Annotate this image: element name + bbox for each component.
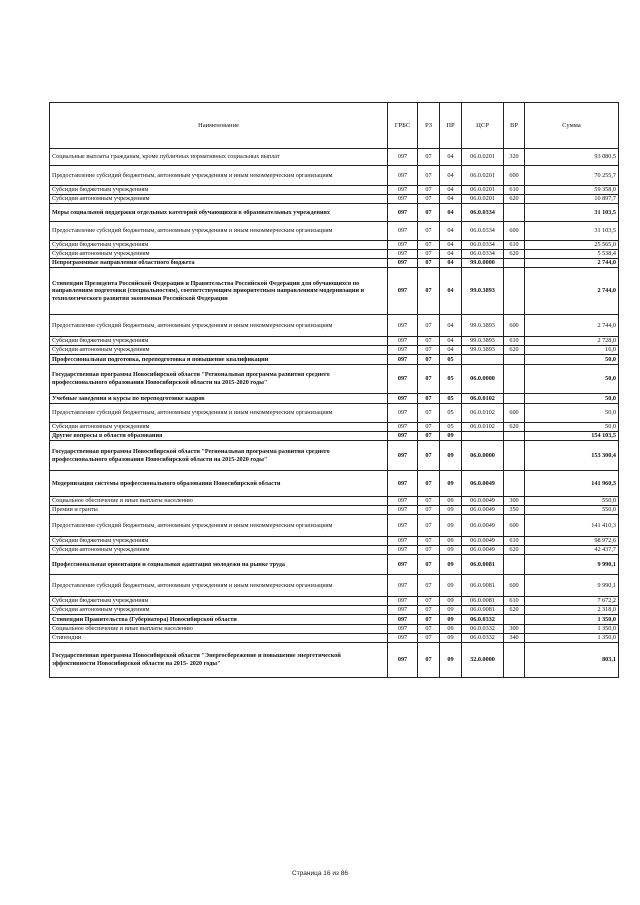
table-row <box>50 404 619 423</box>
cell-vr: 620 <box>504 195 525 204</box>
cell-sum: 50,0 <box>525 394 619 404</box>
cell-rz: 07 <box>418 365 440 394</box>
cell-csr: 06.0.0049 <box>462 506 504 515</box>
cell-grbs: 097 <box>388 506 418 515</box>
cell-name: Предоставление субсидий бюджетным, автономным учреждениям и иным некоммерческим организациям <box>50 515 388 537</box>
cell-sum: 98 972,6 <box>525 537 619 546</box>
cell-vr <box>504 555 525 575</box>
cell-pr: 09 <box>440 515 462 537</box>
cell-csr: 06.0.0201 <box>462 149 504 166</box>
cell-vr <box>504 471 525 497</box>
cell-csr: 06.0.0102 <box>462 394 504 404</box>
table-row <box>50 346 619 355</box>
cell-csr: 06.0.0334 <box>462 241 504 250</box>
cell-pr: 04 <box>440 250 462 259</box>
table-row <box>50 250 619 259</box>
cell-name: Субсидии автономным учреждениям <box>50 195 388 204</box>
cell-sum: 7 672,2 <box>525 597 619 606</box>
cell-sum: 25 565,0 <box>525 241 619 250</box>
cell-rz: 07 <box>418 394 440 404</box>
cell-csr: 06.0.0081 <box>462 555 504 575</box>
cell-csr: 06.0.0334 <box>462 250 504 259</box>
cell-csr: 06.0.0081 <box>462 575 504 597</box>
cell-pr: 09 <box>440 555 462 575</box>
cell-grbs: 097 <box>388 250 418 259</box>
cell-vr: 620 <box>504 606 525 615</box>
cell-name: Учебные заведения и курсы по переподготовке кадров <box>50 394 388 404</box>
cell-name: Субсидии бюджетным учреждениям <box>50 597 388 606</box>
cell-name: Субсидии автономным учреждениям <box>50 606 388 615</box>
cell-sum: 59 358,0 <box>525 186 619 195</box>
cell-csr: 06.0.0102 <box>462 404 504 423</box>
cell-name: Социальное обеспечение и иные выплаты населению <box>50 625 388 634</box>
table-row <box>50 643 619 678</box>
cell-rz: 07 <box>418 441 440 471</box>
cell-csr: 06.0.0201 <box>462 166 504 186</box>
cell-sum: 803,1 <box>525 643 619 678</box>
cell-rz: 07 <box>418 241 440 250</box>
cell-csr: 06.0.0332 <box>462 625 504 634</box>
cell-rz: 07 <box>418 546 440 555</box>
header-csr: ЦСР <box>462 103 504 149</box>
cell-pr: 04 <box>440 337 462 346</box>
cell-vr: 350 <box>504 506 525 515</box>
cell-pr: 05 <box>440 355 462 365</box>
cell-pr: 05 <box>440 423 462 432</box>
cell-rz: 07 <box>418 634 440 643</box>
cell-sum: 42 437,7 <box>525 546 619 555</box>
cell-rz: 07 <box>418 537 440 546</box>
table-row <box>50 606 619 615</box>
cell-sum: 5 538,4 <box>525 250 619 259</box>
cell-grbs: 097 <box>388 597 418 606</box>
cell-name: Стипендии <box>50 634 388 643</box>
cell-vr: 610 <box>504 597 525 606</box>
cell-vr <box>504 204 525 222</box>
table-row <box>50 506 619 515</box>
cell-grbs: 097 <box>388 204 418 222</box>
table-body <box>50 149 619 678</box>
cell-rz: 07 <box>418 625 440 634</box>
cell-sum: 50,0 <box>525 355 619 365</box>
header-sum: Сумма <box>525 103 619 149</box>
cell-rz: 07 <box>418 346 440 355</box>
cell-pr: 09 <box>440 615 462 625</box>
cell-name: Непрограммные направления областного бюджета <box>50 259 388 268</box>
cell-csr: 06.0.0334 <box>462 204 504 222</box>
cell-rz: 07 <box>418 606 440 615</box>
cell-grbs: 097 <box>388 337 418 346</box>
cell-name: Предоставление субсидий бюджетным, автономным учреждениям и иным некоммерческим организациям <box>50 404 388 423</box>
cell-name: Профессиональная подготовка, переподготовка и повышение квалификации <box>50 355 388 365</box>
cell-vr: 610 <box>504 337 525 346</box>
cell-pr: 05 <box>440 404 462 423</box>
cell-pr: 04 <box>440 149 462 166</box>
cell-rz: 07 <box>418 597 440 606</box>
cell-pr: 04 <box>440 222 462 241</box>
cell-sum: 550,0 <box>525 506 619 515</box>
cell-csr: 06.0.0201 <box>462 195 504 204</box>
cell-vr: 610 <box>504 241 525 250</box>
header-vr: ВР <box>504 103 525 149</box>
cell-rz: 07 <box>418 268 440 315</box>
cell-rz: 07 <box>418 555 440 575</box>
cell-rz: 07 <box>418 250 440 259</box>
cell-name: Предоставление субсидий бюджетным, автономным учреждениям и иным некоммерческим организациям <box>50 575 388 597</box>
cell-rz: 07 <box>418 404 440 423</box>
cell-grbs: 097 <box>388 404 418 423</box>
cell-sum: 141 960,3 <box>525 471 619 497</box>
table-row <box>50 615 619 625</box>
cell-name: Субсидии автономным учреждениям <box>50 346 388 355</box>
table-row <box>50 546 619 555</box>
cell-sum: 50,0 <box>525 365 619 394</box>
cell-csr: 06.0.0000 <box>462 365 504 394</box>
cell-csr: 99.0.3893 <box>462 268 504 315</box>
cell-csr <box>462 355 504 365</box>
cell-sum: 9 990,1 <box>525 575 619 597</box>
cell-sum: 31 103,5 <box>525 222 619 241</box>
table-header-row <box>50 103 619 149</box>
cell-sum: 2 744,0 <box>525 259 619 268</box>
cell-sum: 2 318,0 <box>525 606 619 615</box>
cell-pr: 04 <box>440 268 462 315</box>
table-row <box>50 241 619 250</box>
cell-name: Социальное обеспечение и иные выплаты населению <box>50 497 388 506</box>
cell-pr: 09 <box>440 643 462 678</box>
cell-vr: 620 <box>504 346 525 355</box>
cell-sum: 16,0 <box>525 346 619 355</box>
cell-name: Меры социальной поддержки отдельных категорий обучающихся в образовательных учреждениях <box>50 204 388 222</box>
table-row <box>50 597 619 606</box>
cell-sum: 9 990,1 <box>525 555 619 575</box>
cell-name: Стипендии Правительства (Губернатора) Новосибирской области <box>50 615 388 625</box>
header-name: Наименование <box>50 103 388 149</box>
cell-sum: 31 103,5 <box>525 204 619 222</box>
cell-vr: 600 <box>504 222 525 241</box>
cell-vr <box>504 365 525 394</box>
cell-vr <box>504 441 525 471</box>
cell-csr <box>462 432 504 441</box>
cell-grbs: 097 <box>388 615 418 625</box>
cell-grbs: 097 <box>388 515 418 537</box>
cell-vr: 320 <box>504 149 525 166</box>
table-row <box>50 259 619 268</box>
cell-grbs: 097 <box>388 555 418 575</box>
cell-vr <box>504 643 525 678</box>
table-row <box>50 149 619 166</box>
cell-csr: 06.0.0081 <box>462 606 504 615</box>
cell-name: Премии и гранты <box>50 506 388 515</box>
cell-rz: 07 <box>418 355 440 365</box>
table-row <box>50 471 619 497</box>
cell-vr <box>504 355 525 365</box>
header-rz: РЗ <box>418 103 440 149</box>
cell-vr: 600 <box>504 515 525 537</box>
table-row <box>50 432 619 441</box>
cell-pr: 04 <box>440 186 462 195</box>
cell-grbs: 097 <box>388 634 418 643</box>
table-row <box>50 555 619 575</box>
cell-pr: 05 <box>440 394 462 404</box>
cell-grbs: 097 <box>388 315 418 337</box>
cell-grbs: 097 <box>388 546 418 555</box>
page-number: Страница 16 из 86 <box>292 870 348 877</box>
cell-rz: 07 <box>418 423 440 432</box>
cell-vr: 610 <box>504 537 525 546</box>
cell-grbs: 097 <box>388 625 418 634</box>
cell-sum: 93 080,5 <box>525 149 619 166</box>
cell-sum: 2 728,0 <box>525 337 619 346</box>
table-row <box>50 186 619 195</box>
cell-rz: 07 <box>418 575 440 597</box>
cell-vr: 610 <box>504 186 525 195</box>
cell-grbs: 097 <box>388 195 418 204</box>
cell-name: Модернизация системы профессионального образования Новосибирской области <box>50 471 388 497</box>
cell-grbs: 097 <box>388 186 418 195</box>
cell-csr: 99.0.3893 <box>462 337 504 346</box>
cell-csr: 06.0.0332 <box>462 615 504 625</box>
cell-grbs: 097 <box>388 497 418 506</box>
table-row <box>50 441 619 471</box>
cell-pr: 09 <box>440 537 462 546</box>
cell-vr: 300 <box>504 497 525 506</box>
cell-name: Другие вопросы в области образования <box>50 432 388 441</box>
cell-name: Профессиональная ориентация и социальная адаптация молодежи на рынке труда <box>50 555 388 575</box>
cell-grbs: 097 <box>388 441 418 471</box>
cell-vr <box>504 259 525 268</box>
cell-name: Государственная программа Новосибирской области "Энергосбережение и повышение энергетической эффективности Новосибирской области на 2015- 2020 годы" <box>50 643 388 678</box>
cell-grbs: 097 <box>388 222 418 241</box>
cell-grbs: 097 <box>388 166 418 186</box>
cell-grbs: 097 <box>388 259 418 268</box>
cell-vr: 620 <box>504 546 525 555</box>
cell-name: Субсидии бюджетным учреждениям <box>50 186 388 195</box>
table-row <box>50 315 619 337</box>
cell-rz: 07 <box>418 515 440 537</box>
cell-csr: 32.0.0000 <box>462 643 504 678</box>
cell-vr: 600 <box>504 575 525 597</box>
cell-grbs: 097 <box>388 241 418 250</box>
cell-sum: 2 744,0 <box>525 315 619 337</box>
cell-pr: 09 <box>440 625 462 634</box>
table-row <box>50 423 619 432</box>
cell-rz: 07 <box>418 506 440 515</box>
table-row <box>50 337 619 346</box>
cell-vr: 620 <box>504 250 525 259</box>
table-row <box>50 195 619 204</box>
cell-grbs: 097 <box>388 432 418 441</box>
cell-rz: 07 <box>418 195 440 204</box>
cell-csr: 99.0.3893 <box>462 346 504 355</box>
table-row <box>50 222 619 241</box>
cell-sum: 1 350,0 <box>525 615 619 625</box>
table-row <box>50 355 619 365</box>
table-row <box>50 575 619 597</box>
cell-rz: 07 <box>418 166 440 186</box>
cell-rz: 07 <box>418 615 440 625</box>
cell-pr: 04 <box>440 315 462 337</box>
cell-pr: 09 <box>440 597 462 606</box>
cell-grbs: 097 <box>388 394 418 404</box>
cell-rz: 07 <box>418 222 440 241</box>
cell-sum: 70 255,7 <box>525 166 619 186</box>
cell-pr: 09 <box>440 441 462 471</box>
cell-csr: 06.0.0049 <box>462 515 504 537</box>
cell-pr: 09 <box>440 606 462 615</box>
cell-name: Государственная программа Новосибирской области "Региональная программа развития среднего профессионального образования Новосибирской области на 2015-2020 годы" <box>50 365 388 394</box>
cell-pr: 09 <box>440 432 462 441</box>
cell-csr: 06.0.0049 <box>462 497 504 506</box>
cell-name: Субсидии автономным учреждениям <box>50 250 388 259</box>
cell-csr: 06.0.0102 <box>462 423 504 432</box>
cell-grbs: 097 <box>388 268 418 315</box>
cell-rz: 07 <box>418 204 440 222</box>
cell-csr: 99.0.3893 <box>462 315 504 337</box>
cell-sum: 154 103,5 <box>525 432 619 441</box>
cell-grbs: 097 <box>388 365 418 394</box>
table-row <box>50 537 619 546</box>
cell-csr: 06.0.0049 <box>462 546 504 555</box>
cell-vr: 620 <box>504 423 525 432</box>
cell-csr: 06.0.0049 <box>462 471 504 497</box>
cell-grbs: 097 <box>388 355 418 365</box>
cell-pr: 04 <box>440 259 462 268</box>
cell-name: Предоставление субсидий бюджетным, автономным учреждениям и иным некоммерческим организациям <box>50 166 388 186</box>
cell-grbs: 097 <box>388 149 418 166</box>
cell-vr <box>504 615 525 625</box>
cell-pr: 09 <box>440 575 462 597</box>
cell-name: Предоставление субсидий бюджетным, автономным учреждениям и иным некоммерческим организациям <box>50 315 388 337</box>
cell-csr: 06.0.0049 <box>462 537 504 546</box>
cell-pr: 05 <box>440 365 462 394</box>
cell-pr: 04 <box>440 204 462 222</box>
cell-rz: 07 <box>418 315 440 337</box>
cell-rz: 07 <box>418 337 440 346</box>
cell-vr <box>504 432 525 441</box>
cell-grbs: 097 <box>388 471 418 497</box>
cell-rz: 07 <box>418 149 440 166</box>
cell-pr: 09 <box>440 546 462 555</box>
cell-grbs: 097 <box>388 346 418 355</box>
cell-sum: 50,0 <box>525 423 619 432</box>
cell-sum: 141 410,3 <box>525 515 619 537</box>
cell-sum: 50,0 <box>525 404 619 423</box>
cell-name: Субсидии автономным учреждениям <box>50 423 388 432</box>
cell-grbs: 097 <box>388 606 418 615</box>
cell-rz: 07 <box>418 471 440 497</box>
cell-sum: 550,0 <box>525 497 619 506</box>
cell-name: Предоставление субсидий бюджетным, автономным учреждениям и иным некоммерческим организациям <box>50 222 388 241</box>
table-row <box>50 268 619 315</box>
cell-name: Государственная программа Новосибирской области "Региональная программа развития среднего профессионального образования Новосибирской области на 2015-2020 годы" <box>50 441 388 471</box>
table-row <box>50 365 619 394</box>
cell-sum: 10 897,7 <box>525 195 619 204</box>
cell-rz: 07 <box>418 186 440 195</box>
cell-grbs: 097 <box>388 423 418 432</box>
header-grbs: ГРБС <box>388 103 418 149</box>
cell-pr: 09 <box>440 506 462 515</box>
cell-rz: 07 <box>418 259 440 268</box>
cell-vr: 600 <box>504 166 525 186</box>
cell-rz: 07 <box>418 643 440 678</box>
cell-name: Социальные выплаты гражданам, кроме публичных нормативных социальных выплат <box>50 149 388 166</box>
cell-name: Стипендии Президента Российской Федерации и Правительства Российской Федерации для обучающихся по направлениям подготовки (специальностям), соответствующим приоритетным направлениям модернизации и технологического развития экономики Российской Федерации <box>50 268 388 315</box>
cell-name: Субсидии автономным учреждениям <box>50 546 388 555</box>
cell-sum: 2 744,0 <box>525 268 619 315</box>
cell-vr <box>504 394 525 404</box>
cell-sum: 153 300,4 <box>525 441 619 471</box>
cell-vr: 600 <box>504 404 525 423</box>
cell-sum: 1 350,0 <box>525 634 619 643</box>
table-row <box>50 497 619 506</box>
cell-vr: 300 <box>504 625 525 634</box>
cell-csr: 06.0.0081 <box>462 597 504 606</box>
cell-vr <box>504 268 525 315</box>
cell-csr: 06.0.0332 <box>462 634 504 643</box>
cell-pr: 04 <box>440 166 462 186</box>
budget-table <box>49 102 619 678</box>
cell-grbs: 097 <box>388 643 418 678</box>
cell-pr: 09 <box>440 471 462 497</box>
cell-vr: 340 <box>504 634 525 643</box>
table-row <box>50 515 619 537</box>
cell-csr: 99.0.0000 <box>462 259 504 268</box>
cell-csr: 06.0.0201 <box>462 186 504 195</box>
cell-pr: 04 <box>440 195 462 204</box>
cell-rz: 07 <box>418 497 440 506</box>
table-row <box>50 625 619 634</box>
table-row <box>50 634 619 643</box>
table-row <box>50 204 619 222</box>
cell-name: Субсидии бюджетным учреждениям <box>50 241 388 250</box>
cell-pr: 09 <box>440 634 462 643</box>
cell-vr: 600 <box>504 315 525 337</box>
cell-sum: 1 350,0 <box>525 625 619 634</box>
header-pr: ПР <box>440 103 462 149</box>
table-row <box>50 394 619 404</box>
cell-csr: 06.0.0334 <box>462 222 504 241</box>
cell-pr: 04 <box>440 241 462 250</box>
cell-name: Субсидии бюджетным учреждениям <box>50 337 388 346</box>
cell-pr: 04 <box>440 346 462 355</box>
cell-grbs: 097 <box>388 537 418 546</box>
cell-name: Субсидии бюджетным учреждениям <box>50 537 388 546</box>
cell-grbs: 097 <box>388 575 418 597</box>
cell-rz: 07 <box>418 432 440 441</box>
table-row <box>50 166 619 186</box>
cell-csr: 06.0.0000 <box>462 441 504 471</box>
cell-pr: 09 <box>440 497 462 506</box>
